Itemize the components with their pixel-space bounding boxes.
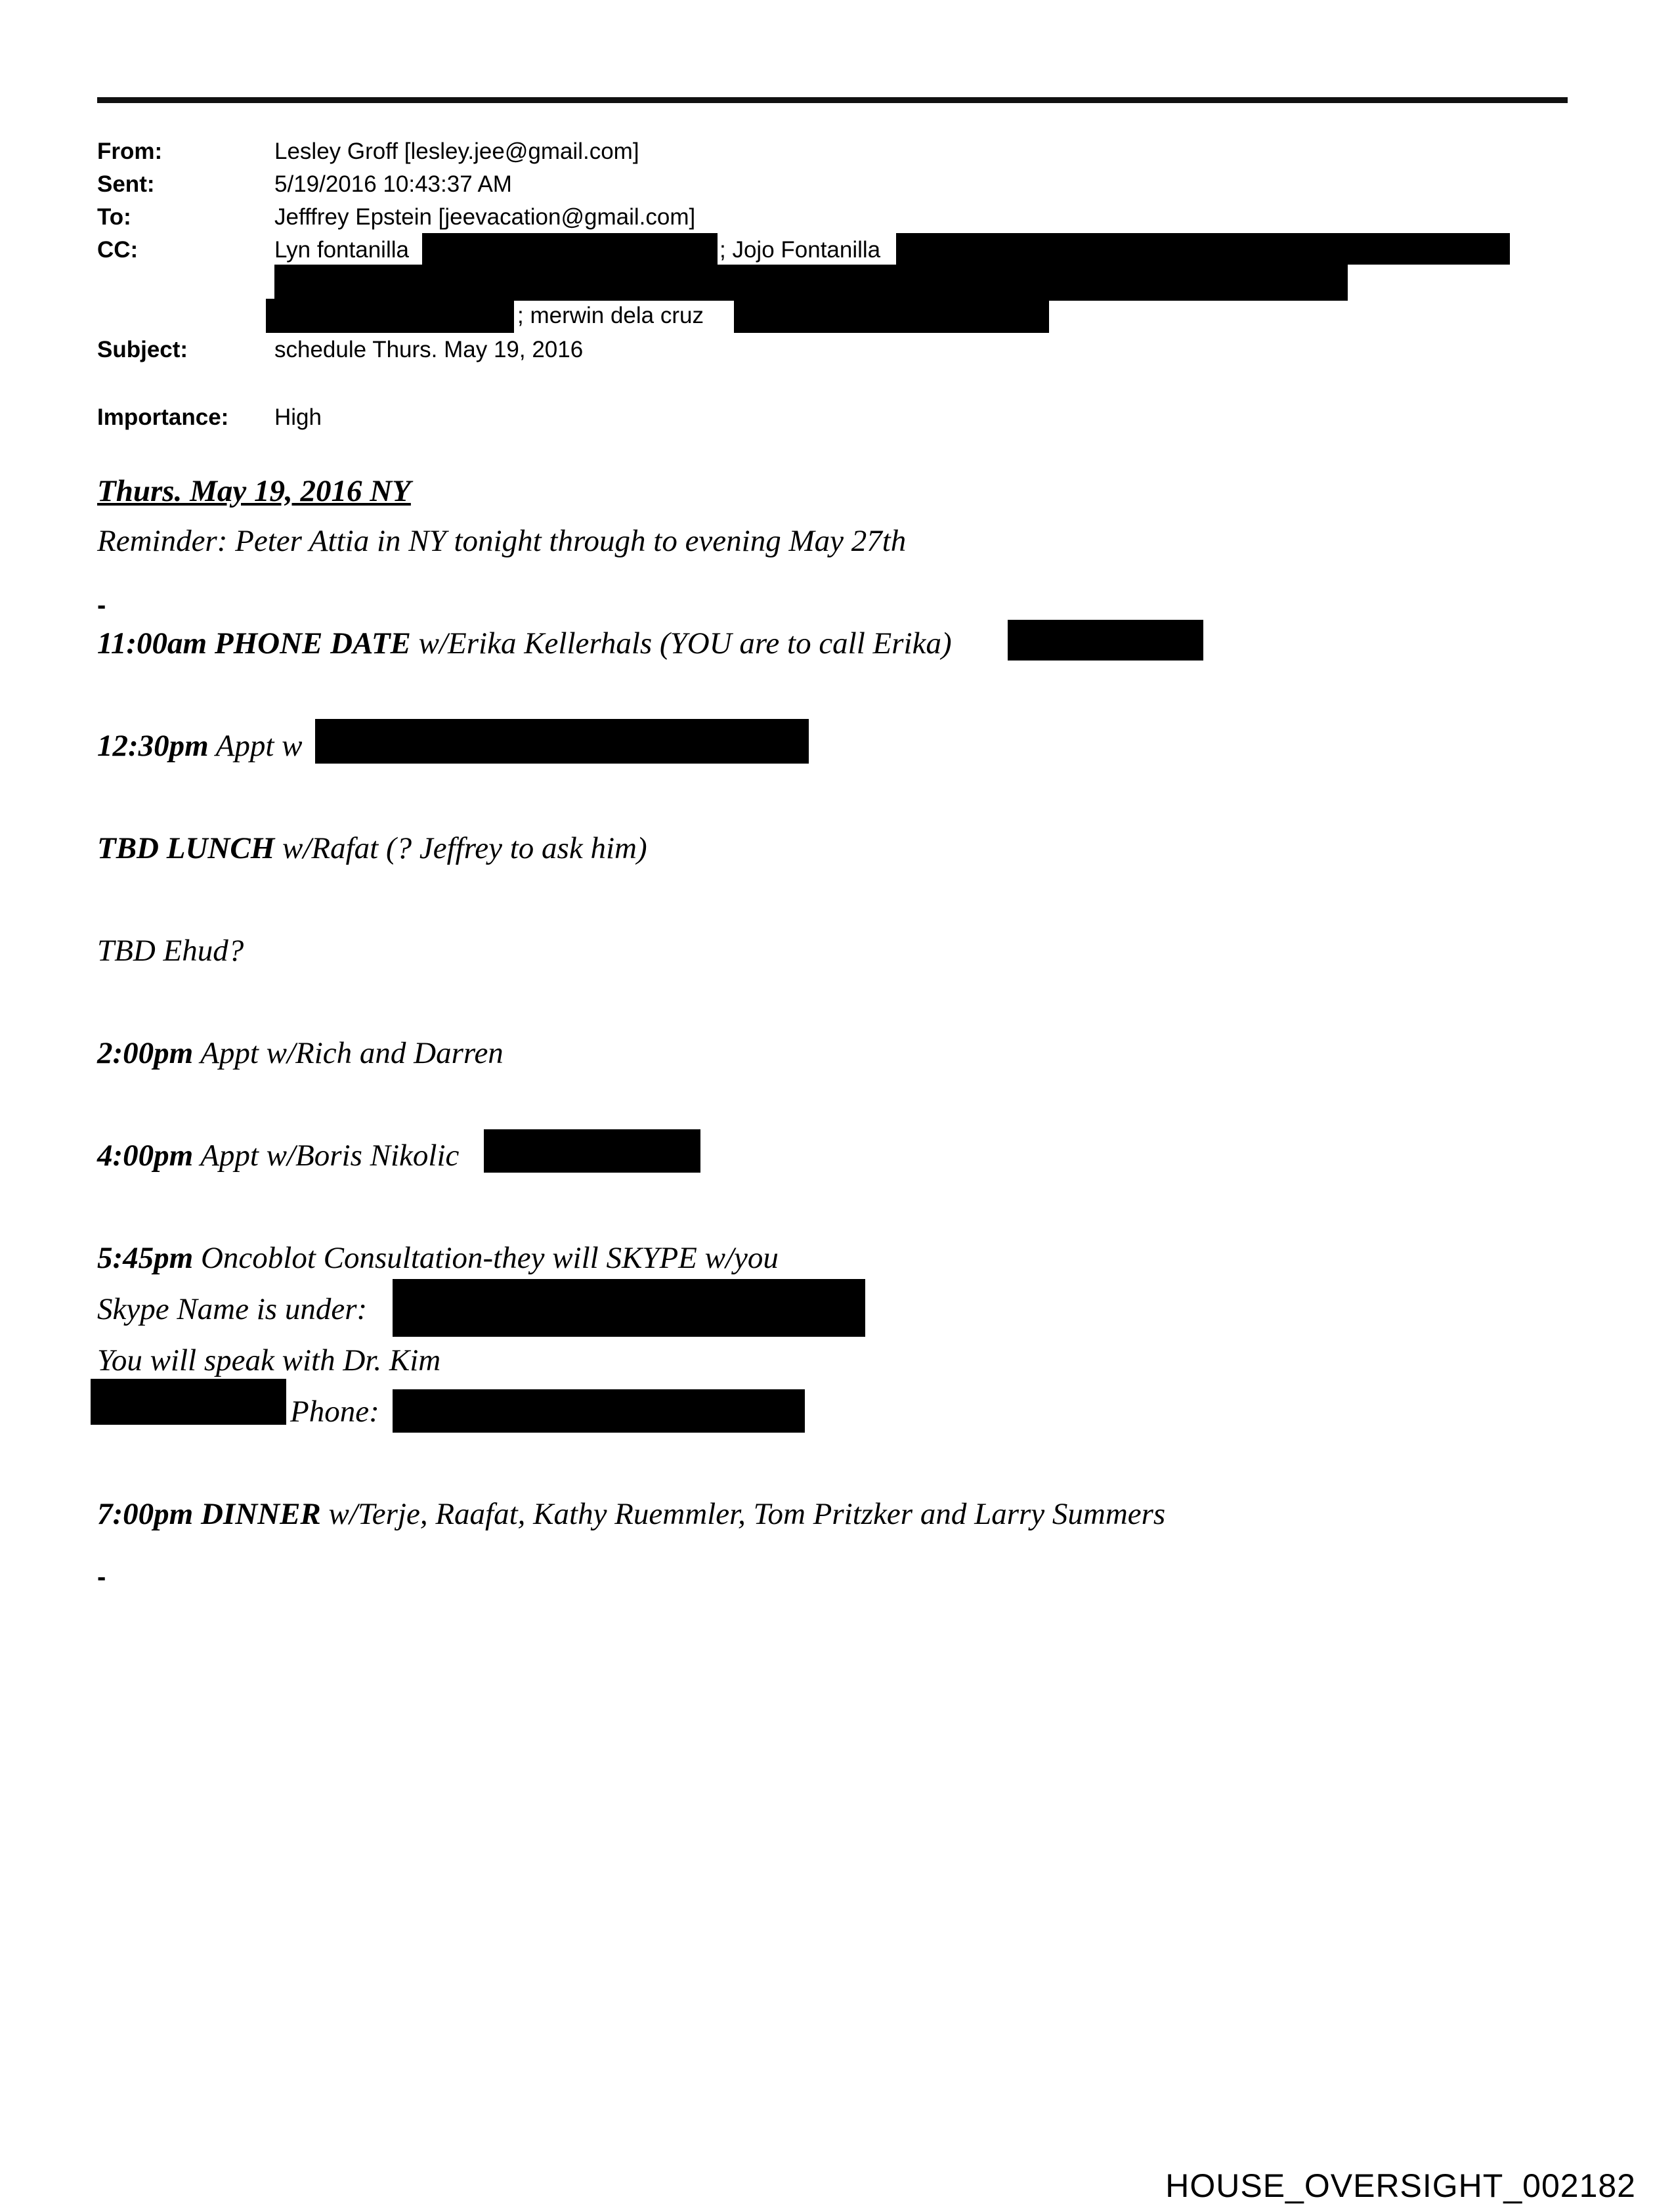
redaction-box — [393, 1279, 865, 1337]
item-detail: Appt w/Boris Nikolic — [193, 1139, 460, 1173]
separator-dash: - — [97, 591, 106, 620]
item-detail: Appt w/Rich and Darren — [193, 1036, 504, 1070]
bates-number: HOUSE_OVERSIGHT_002182 — [1165, 2167, 1636, 2204]
schedule-item-200 — [97, 1035, 504, 1072]
sent-label: Sent: — [97, 171, 155, 197]
skype-name-line: Skype Name is under: — [97, 1292, 368, 1326]
schedule-item-phone-date — [97, 625, 952, 662]
item-detail: w/Rafat (? Jeffrey to ask him) — [274, 831, 647, 865]
schedule-item-545 — [97, 1240, 779, 1276]
to-label: To: — [97, 204, 131, 230]
item-time: 5:45pm — [97, 1241, 194, 1275]
cc-name-jojo: ; Jojo Fontanilla — [719, 237, 881, 263]
item-detail: Appt w — [208, 729, 303, 763]
item-time: 7:00pm DINNER — [97, 1497, 321, 1531]
from-value: Lesley Groff [lesley.jee@gmail.com] — [274, 139, 639, 164]
cc-name-lyn: Lyn fontanilla — [274, 237, 409, 263]
redaction-box — [422, 233, 718, 265]
header-rule — [97, 97, 1568, 103]
importance-label: Importance: — [97, 404, 229, 430]
subject-label: Subject: — [97, 337, 188, 362]
item-detail: w/Erika Kellerhals (YOU are to call Erika) — [410, 626, 952, 661]
cc-name-merwin: ; merwin dela cruz — [517, 303, 704, 328]
item-time: 12:30pm — [97, 729, 209, 763]
subject-value: schedule Thurs. May 19, 2016 — [274, 337, 584, 362]
item-time: TBD LUNCH — [97, 831, 275, 865]
item-detail: Oncoblot Consultation-they will SKYPE w/you — [193, 1241, 779, 1275]
redaction-box — [734, 299, 1049, 333]
redaction-box — [274, 265, 1348, 301]
schedule-item-1230 — [97, 727, 303, 764]
schedule-item-tbd-lunch — [97, 830, 647, 867]
schedule-item-tbd-ehud: TBD Ehud? — [97, 934, 244, 968]
redaction-box — [393, 1389, 805, 1433]
item-time: 2:00pm — [97, 1036, 194, 1070]
redaction-box — [315, 719, 809, 764]
schedule-item-dinner — [97, 1496, 1165, 1532]
importance-value: High — [274, 404, 322, 430]
reminder-line: Reminder: Peter Attia in NY tonight through to evening May 27th — [97, 524, 907, 558]
item-detail: w/Terje, Raafat, Kathy Ruemmler, Tom Pritzker and Larry Summers — [320, 1497, 1166, 1531]
sent-value: 5/19/2016 10:43:37 AM — [274, 171, 512, 197]
item-time: 4:00pm — [97, 1139, 194, 1173]
item-time: 11:00am PHONE DATE — [97, 626, 411, 661]
redaction-box — [896, 233, 1510, 265]
redaction-box — [266, 299, 514, 333]
redaction-box — [484, 1129, 700, 1173]
schedule-item-400 — [97, 1137, 459, 1174]
cc-label: CC: — [97, 237, 139, 263]
schedule-title: Thurs. May 19, 2016 NY — [97, 474, 411, 508]
redaction-box — [91, 1379, 286, 1425]
phone-label: Phone: — [290, 1395, 379, 1429]
redaction-box — [1008, 620, 1203, 661]
from-label: From: — [97, 139, 163, 164]
speak-with-line: You will speak with Dr. Kim — [97, 1343, 441, 1377]
to-value: Jefffrey Epstein [jeevacation@gmail.com] — [274, 204, 696, 230]
separator-dash: - — [97, 1563, 106, 1592]
